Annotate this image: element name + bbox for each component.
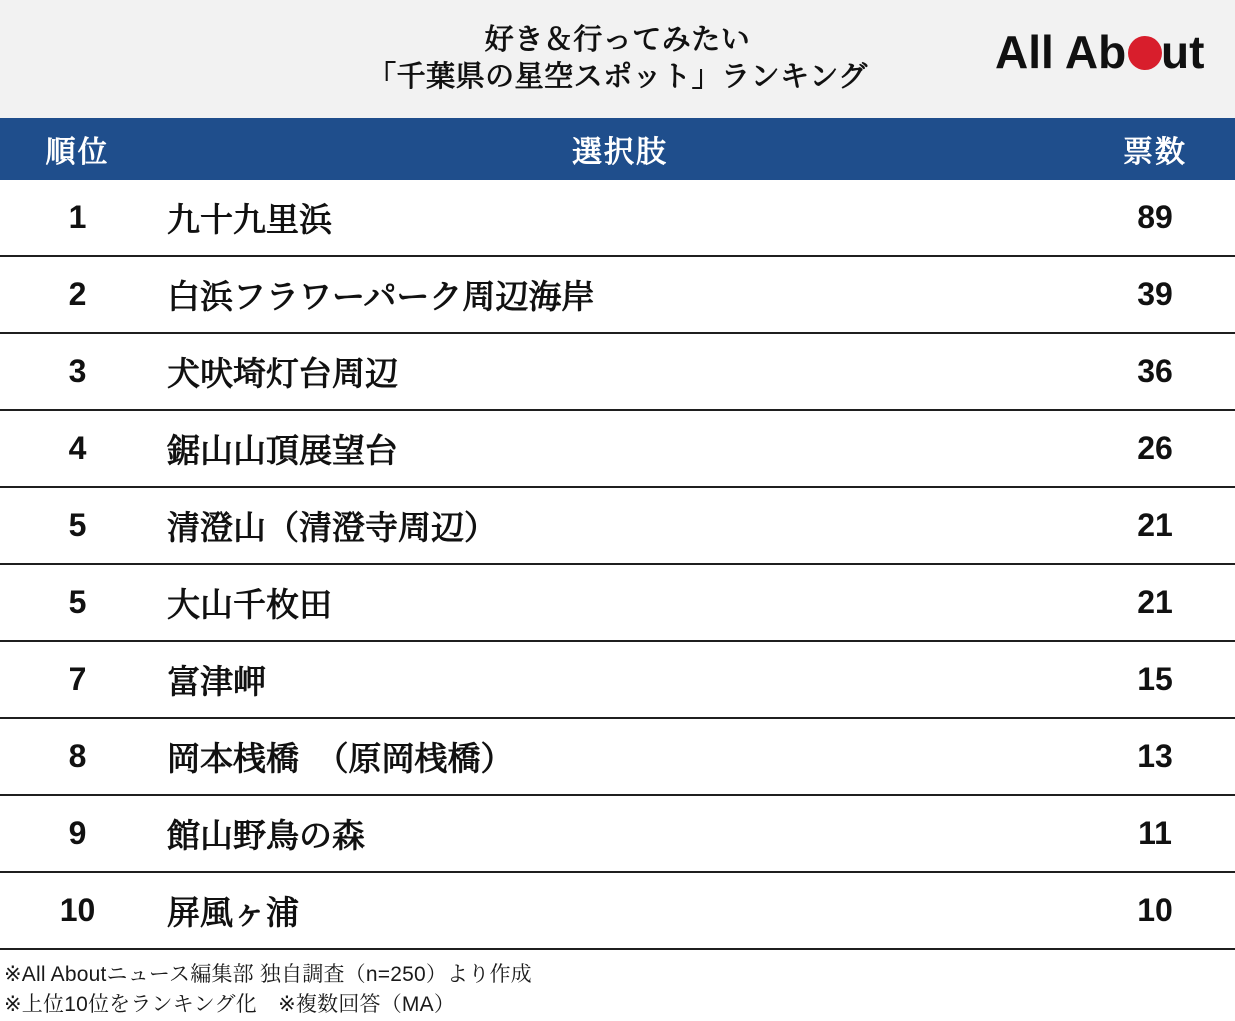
votes-value: 21 [1085, 487, 1235, 564]
votes-value: 13 [1085, 718, 1235, 795]
rank-value: 8 [0, 718, 155, 795]
spot-name: 富津岬 [155, 641, 1085, 718]
all-about-logo [995, 24, 1223, 86]
table-header-row [0, 118, 1235, 180]
votes-value: 10 [1085, 872, 1235, 949]
rank-value: 5 [0, 487, 155, 564]
footnote-method: ※上位10位をランキング化 ※複数回答（MA） [4, 993, 456, 1017]
spot-name: 館山野鳥の森 [155, 795, 1085, 872]
svg-text:ut: ut [1161, 26, 1205, 78]
rank-value: 10 [0, 872, 155, 949]
spot-name: 清澄山（清澄寺周辺） [155, 487, 1085, 564]
ranking-table [0, 118, 1235, 950]
votes-value: 39 [1085, 256, 1235, 333]
svg-text:All Ab: All Ab [995, 26, 1127, 78]
page-title [367, 22, 868, 96]
table-row [0, 564, 1235, 641]
spot-name: 屏風ヶ浦 [155, 872, 1085, 949]
table-body [0, 180, 1235, 949]
rank-value: 5 [0, 564, 155, 641]
table-row [0, 256, 1235, 333]
title-line-2: 「千葉県の星空スポット」ランキング [367, 61, 868, 93]
spot-name: 大山千枚田 [155, 564, 1085, 641]
rank-value: 2 [0, 256, 155, 333]
table-row [0, 795, 1235, 872]
votes-value: 26 [1085, 410, 1235, 487]
table-row [0, 641, 1235, 718]
table-row [0, 333, 1235, 410]
rank-value: 9 [0, 795, 155, 872]
spot-name: 犬吠埼灯台周辺 [155, 333, 1085, 410]
table-row [0, 718, 1235, 795]
rank-value: 4 [0, 410, 155, 487]
votes-value: 36 [1085, 333, 1235, 410]
footnotes [0, 950, 1235, 1021]
rank-value: 1 [0, 180, 155, 256]
spot-name: 白浜フラワーパーク周辺海岸 [155, 256, 1085, 333]
votes-value: 89 [1085, 180, 1235, 256]
table-row [0, 410, 1235, 487]
footnote-survey-source: ※All Aboutニュース編集部 独自調査（n=250）より作成 [4, 963, 532, 986]
rank-value: 3 [0, 333, 155, 410]
rank-value: 7 [0, 641, 155, 718]
header [0, 0, 1235, 118]
table-row [0, 180, 1235, 256]
column-header-rank: 順位 [0, 118, 155, 180]
column-header-votes: 票数 [1085, 118, 1235, 180]
votes-value: 11 [1085, 795, 1235, 872]
spot-name: 岡本桟橋 （原岡桟橋） [155, 718, 1085, 795]
table-row [0, 872, 1235, 949]
spot-name: 九十九里浜 [155, 180, 1085, 256]
table-row [0, 487, 1235, 564]
votes-value: 15 [1085, 641, 1235, 718]
title-line-1: 好き＆行ってみたい [484, 23, 751, 56]
spot-name: 鋸山山頂展望台 [155, 410, 1085, 487]
votes-value: 21 [1085, 564, 1235, 641]
column-header-choice: 選択肢 [155, 118, 1085, 180]
